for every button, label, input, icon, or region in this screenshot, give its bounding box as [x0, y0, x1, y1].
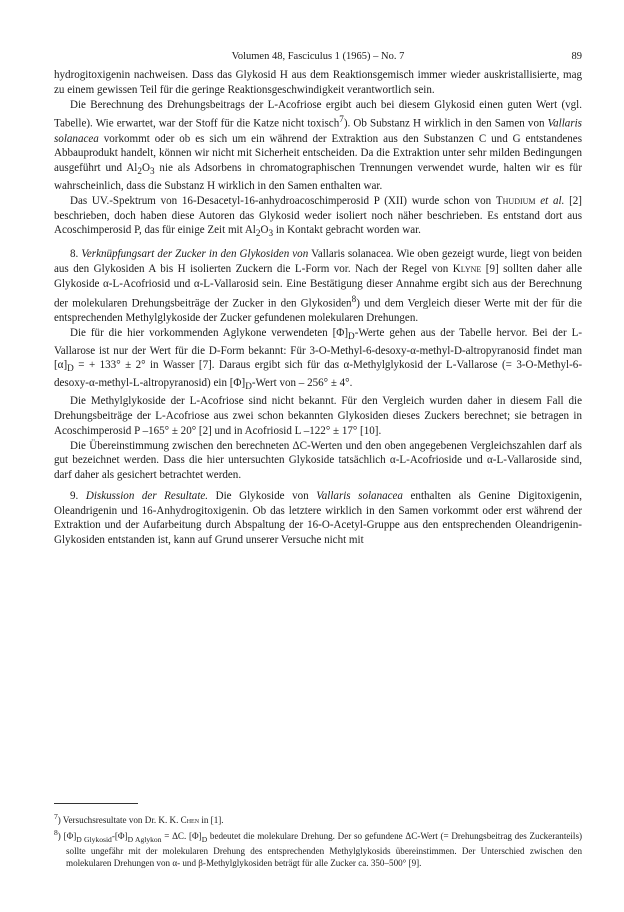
journal-citation: Volumen 48, Fasciculus 1 (1965) – No. 7: [231, 51, 405, 62]
text: Das UV.-Spektrum von 16-Desacetyl-16-anhydroacoschimperosid P (XII) wurde schon von: [70, 194, 492, 207]
text: ). Ob Substanz H wirklich in den Samen von: [343, 117, 545, 130]
text: -[Φ]: [111, 830, 128, 841]
text: vorkommt oder ob es sich um ein während der Extraktion aus den Substanzen C und G entstandenes Abbauprodukt handelt, können wir nicht mit Sicherheit entscheiden. Da die Extraktion unter sehr milden Bedingungen ausgeführt und Al: [54, 132, 582, 175]
small-caps-prefix: D: [208, 344, 217, 357]
species-name: Vallaris solanacea: [316, 489, 403, 502]
paragraph-acofriose-contribution: [54, 98, 582, 194]
text: -Vallarose (= 3-O-Methyl-6-desoxy-α-methyl-: [54, 359, 582, 390]
text: -Vallarosid sein. Eine Bestätigung dieser Annahme ergibt sich aus der Berechnung der molekularen Drehungsbeiträge der Zucker in den Glykosiden: [54, 277, 582, 310]
text: [2] beschrieben, doch haben diese Autoren das Glykosid weder isoliert noch näher beschrieben. Es entstand dort aus Acoschimperosid P, das für einige Zeit mit Al: [54, 194, 582, 237]
footnote-ref: 7: [339, 114, 344, 125]
subscript: D: [348, 330, 355, 341]
subscript: D: [67, 363, 74, 374]
text: Die Methylglykoside der: [70, 395, 185, 408]
section-heading: Diskussion der Resultate.: [85, 489, 209, 502]
text: nie als Adsorbens in chromatographischen Trennungen verwendet wurde, halten wir es für wahrscheinlich, dass die Substanz H wirklich in den Samen enthalten war.: [54, 162, 582, 193]
footnote-mark: 7: [54, 812, 58, 821]
small-caps-prefix: L: [155, 410, 163, 423]
small-caps-prefix: L: [399, 454, 407, 467]
small-caps-prefix: L: [571, 326, 579, 339]
text: = ΔC. [Φ]: [164, 830, 202, 841]
subscript: D Aglykon: [127, 834, 162, 844]
text: -Werte gehen aus der Tabelle hervor. Bei der: [354, 326, 567, 339]
small-caps-prefix: L: [294, 263, 302, 276]
paragraph-uv-spectrum: [54, 194, 582, 241]
text: O: [141, 162, 150, 175]
footnote-rule: [54, 803, 138, 804]
text: bedeutet die molekulare Drehung. Der so gefundene ΔC-Wert (= Drehungsbeitrag des Zuckeranteils) sollte ungefähr mit der molekularen Drehung des entsprechenden Methylglykosids übereinstimmen. Der Unterschied zwischen den molekularen Drehungen von α- und β-Methylglykosiden beträgt für alle Zucker ca. 350–500° [9].: [66, 830, 583, 868]
text: Die Berechnung des Drehungsbeitrags der: [70, 98, 264, 111]
text: -Form bekannt: Für 3-O-Methyl-6-desoxy-α-methyl-: [216, 344, 454, 357]
small-caps-prefix: L: [267, 98, 275, 111]
et-al: et al.: [540, 194, 565, 207]
text: ) und dem Vergleich dieser Werte mit der für die entsprechenden Methylglykoside der Zucker gefundenen molekularen Drehungen.: [54, 297, 582, 324]
footnote-7: [54, 811, 582, 827]
section-number: 9.: [70, 489, 79, 502]
section-9: [54, 489, 582, 548]
text: Wie oben gezeigt wurde, liegt von beiden aus den Glykosiden A bis H isolierten Zuckern die: [54, 248, 582, 276]
page-number: 89: [571, 51, 582, 62]
author-name: Chen: [180, 815, 200, 826]
small-caps-prefix: L: [446, 359, 453, 372]
text: -Vallarose ist nur der Wert für die: [54, 326, 582, 357]
small-caps-prefix: L: [496, 454, 504, 467]
text: -Form vor. Nach der Regel von: [301, 263, 449, 276]
paragraph-agreement: [54, 439, 582, 483]
subscript: D: [201, 834, 208, 844]
text: -Acofriose aus zwei schon bekannten Glykosiden dieses Zuckers berechnet; sie betragen in Acoschimperosid P –165° ± 20° [2] und in Acofriosid L –122° ± 17° [10].: [54, 410, 582, 437]
footnotes: [54, 811, 582, 870]
small-caps-prefix: D: [453, 344, 462, 357]
text: in [1].: [201, 815, 224, 826]
small-caps-prefix: L: [203, 277, 211, 290]
small-caps-prefix: L: [112, 277, 120, 290]
text: -Acofriose sind nicht bekannt. Für den Vergleich wurden daher in diesem Fall die Drehungsbeiträge der: [54, 395, 583, 423]
section-heading: Verknüpfungsart der Zucker in den Glykosiden von: [81, 248, 309, 261]
author-name: Thudium: [495, 194, 536, 207]
article-body: [54, 68, 582, 548]
text: -Vallaroside sind, darf daher als gesichert betrachtet werden.: [54, 454, 582, 482]
author-name: Klyne: [452, 263, 482, 276]
text: -Acofrioside und α-: [406, 454, 497, 467]
text: O: [260, 224, 269, 237]
subscript: 2: [255, 228, 261, 239]
text: ) Versuchsresultate von Dr. K. K.: [57, 815, 179, 826]
footnote-ref: 8: [351, 293, 357, 304]
section-number: 8.: [70, 248, 79, 261]
text: enthalten als Genine Digitoxigenin, Oleandrigenin und 16-Anhydrogitoxigenin. Ob das letztere wirklich in den Samen vorkommt oder erst während der Extraktion und der Aufarbeitung durch Abspaltung der 16-O-Acetyl-Gruppe aus den entsprechenden Oleandrigenin-Glykosiden entstanden ist, kann auf Grund unserer Versuche nicht mit: [54, 489, 582, 547]
paragraph-aglycone-values: [54, 326, 582, 395]
text: = + 133° ± 2° in Wasser [7]. Daraus ergibt sich für das α-Methylglykosid der: [78, 359, 442, 372]
text: Die Übereinstimmung zwischen den berechneten ΔC-Werten und den oben angegebenen Vergleichszahlen darf als gut bezeichnet werden. Dass die hier untersuchten Glykoside tatsächlich α-: [54, 439, 582, 467]
text: in Kontakt gebracht worden war.: [275, 224, 421, 237]
running-head: [54, 50, 582, 64]
text: [9] sollten daher alle Glykoside α-: [54, 263, 583, 290]
species-name: Vallaris solanacea.: [311, 248, 394, 261]
text: -Acofriosid und α-: [119, 277, 204, 290]
text: ) [Φ]: [57, 830, 77, 841]
text: Die Glykoside von: [215, 489, 309, 502]
footnote-mark: 8: [54, 827, 58, 837]
text: -altropyranosid findet man [α]: [54, 344, 582, 372]
paragraph-methylglycosides: [54, 394, 582, 438]
subscript: 3: [149, 166, 155, 177]
subscript: 2: [137, 166, 142, 177]
subscript: D: [245, 381, 252, 392]
text: hydrogitoxigenin nachweisen. Dass das Glykosid H aus dem Reaktionsgemisch immer wieder auskristallisierte, mag zu einem gewissen Teil für die geringe Reaktionsgeschwindigkeit verantwortlich sein.: [54, 69, 582, 96]
text: -altropyranosid) ein [Φ]: [139, 377, 246, 390]
paragraph-continued: [54, 68, 582, 98]
subscript: 3: [268, 228, 274, 239]
text: Die für die hier vorkommenden Aglykone verwendeten [Φ]: [70, 326, 349, 339]
section-8: [54, 247, 582, 325]
text: -Acofriose ergibt auch bei diesem Glykosid einen guten Wert (vgl. Tabelle). Wie erwartet, war der Stoff für die Katze nicht toxisch: [54, 98, 583, 130]
footnote-8: [54, 827, 582, 870]
text: -Wert von – 256° ± 4°.: [251, 377, 353, 390]
subscript: D Glykosid: [76, 834, 112, 844]
small-caps-prefix: L: [132, 377, 140, 390]
species-name: Vallaris solanacea: [54, 117, 582, 145]
small-caps-prefix: L: [189, 395, 197, 408]
